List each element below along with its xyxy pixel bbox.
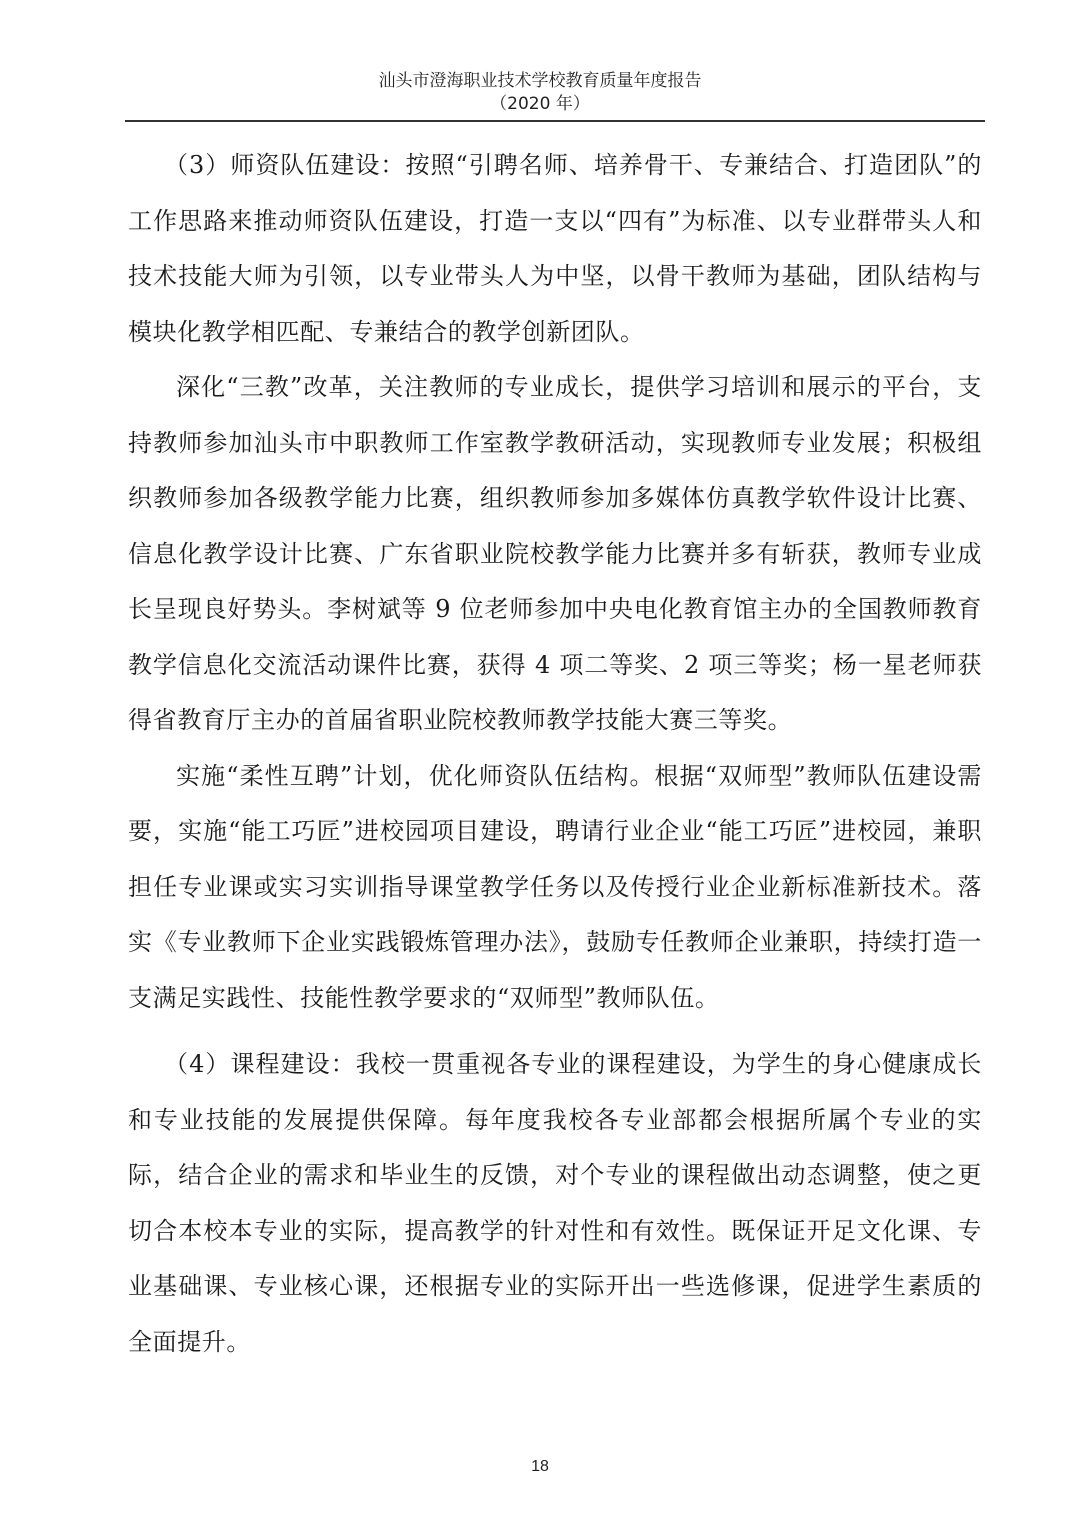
paragraph-three-teaching-reform: 深化“三教”改革，关注教师的专业成长，提供学习培训和展示的平台，支持教师参加汕头市中职教师工作室教学教研活动，实现教师专业发展；积极组织教师参加各级教学能力比赛，组织教师参加多媒体仿真教学软件设计比赛、信息化教学设计比赛、广东省职业院校教学能力比赛并多有斩获，教师专业成长呈现良好势头。李树斌等 9 位老师参加中央电化教育馆主办的全国教师教育教学信息化交流活动课件比赛，获得 4 项二等奖、2 项三等奖；杨一星老师获得省教育厅主办的首届省职业院校教师教学技能大赛三等奖。 xyxy=(128,373,982,734)
report-header xyxy=(0,70,1080,116)
page-body xyxy=(128,138,982,1370)
paragraph-teacher-team: （3）师资队伍建设：按照“引聘名师、培养骨干、专兼结合、打造团队”的工作思路来推动师资队伍建设，打造一支以“四有”为标准、以专业群带头人和技术技能大师为引领，以专业带头人为中坚，以骨干教师为基础，团队结构与模块化教学相匹配、专兼结合的教学创新团队。 xyxy=(128,151,982,346)
report-year: （2020 年） xyxy=(490,94,590,114)
paragraph-curriculum: （4）课程建设：我校一贯重视各专业的课程建设，为学生的身心健康成长和专业技能的发展提供保障。每年度我校各专业部都会根据所属个专业的实际，结合企业的需求和毕业生的反馈，对个专业的课程做出动态调整，使之更切合本校本专业的实际，提高教学的针对性和有效性。既保证开足文化课、专业基础课、专业核心课，还根据专业的实际开出一些选修课，促进学生素质的全面提升。 xyxy=(128,1050,982,1356)
paragraph-flexible-hiring: 实施“柔性互聘”计划，优化师资队伍结构。根据“双师型”教师队伍建设需要，实施“能工巧匠”进校园项目建设，聘请行业企业“能工巧匠”进校园，兼职担任专业课或实习实训指导课堂教学任务以及传授行业企业新标准新技术。落实《专业教师下企业实践锻炼管理办法》，鼓励专任教师企业兼职，持续打造一支满足实践性、技能性教学要求的“双师型”教师队伍。 xyxy=(128,761,982,1012)
header-divider xyxy=(125,120,985,122)
report-title: 汕头市澄海职业技术学校教育质量年度报告 xyxy=(378,71,702,91)
page-number: 18 xyxy=(531,1458,549,1475)
